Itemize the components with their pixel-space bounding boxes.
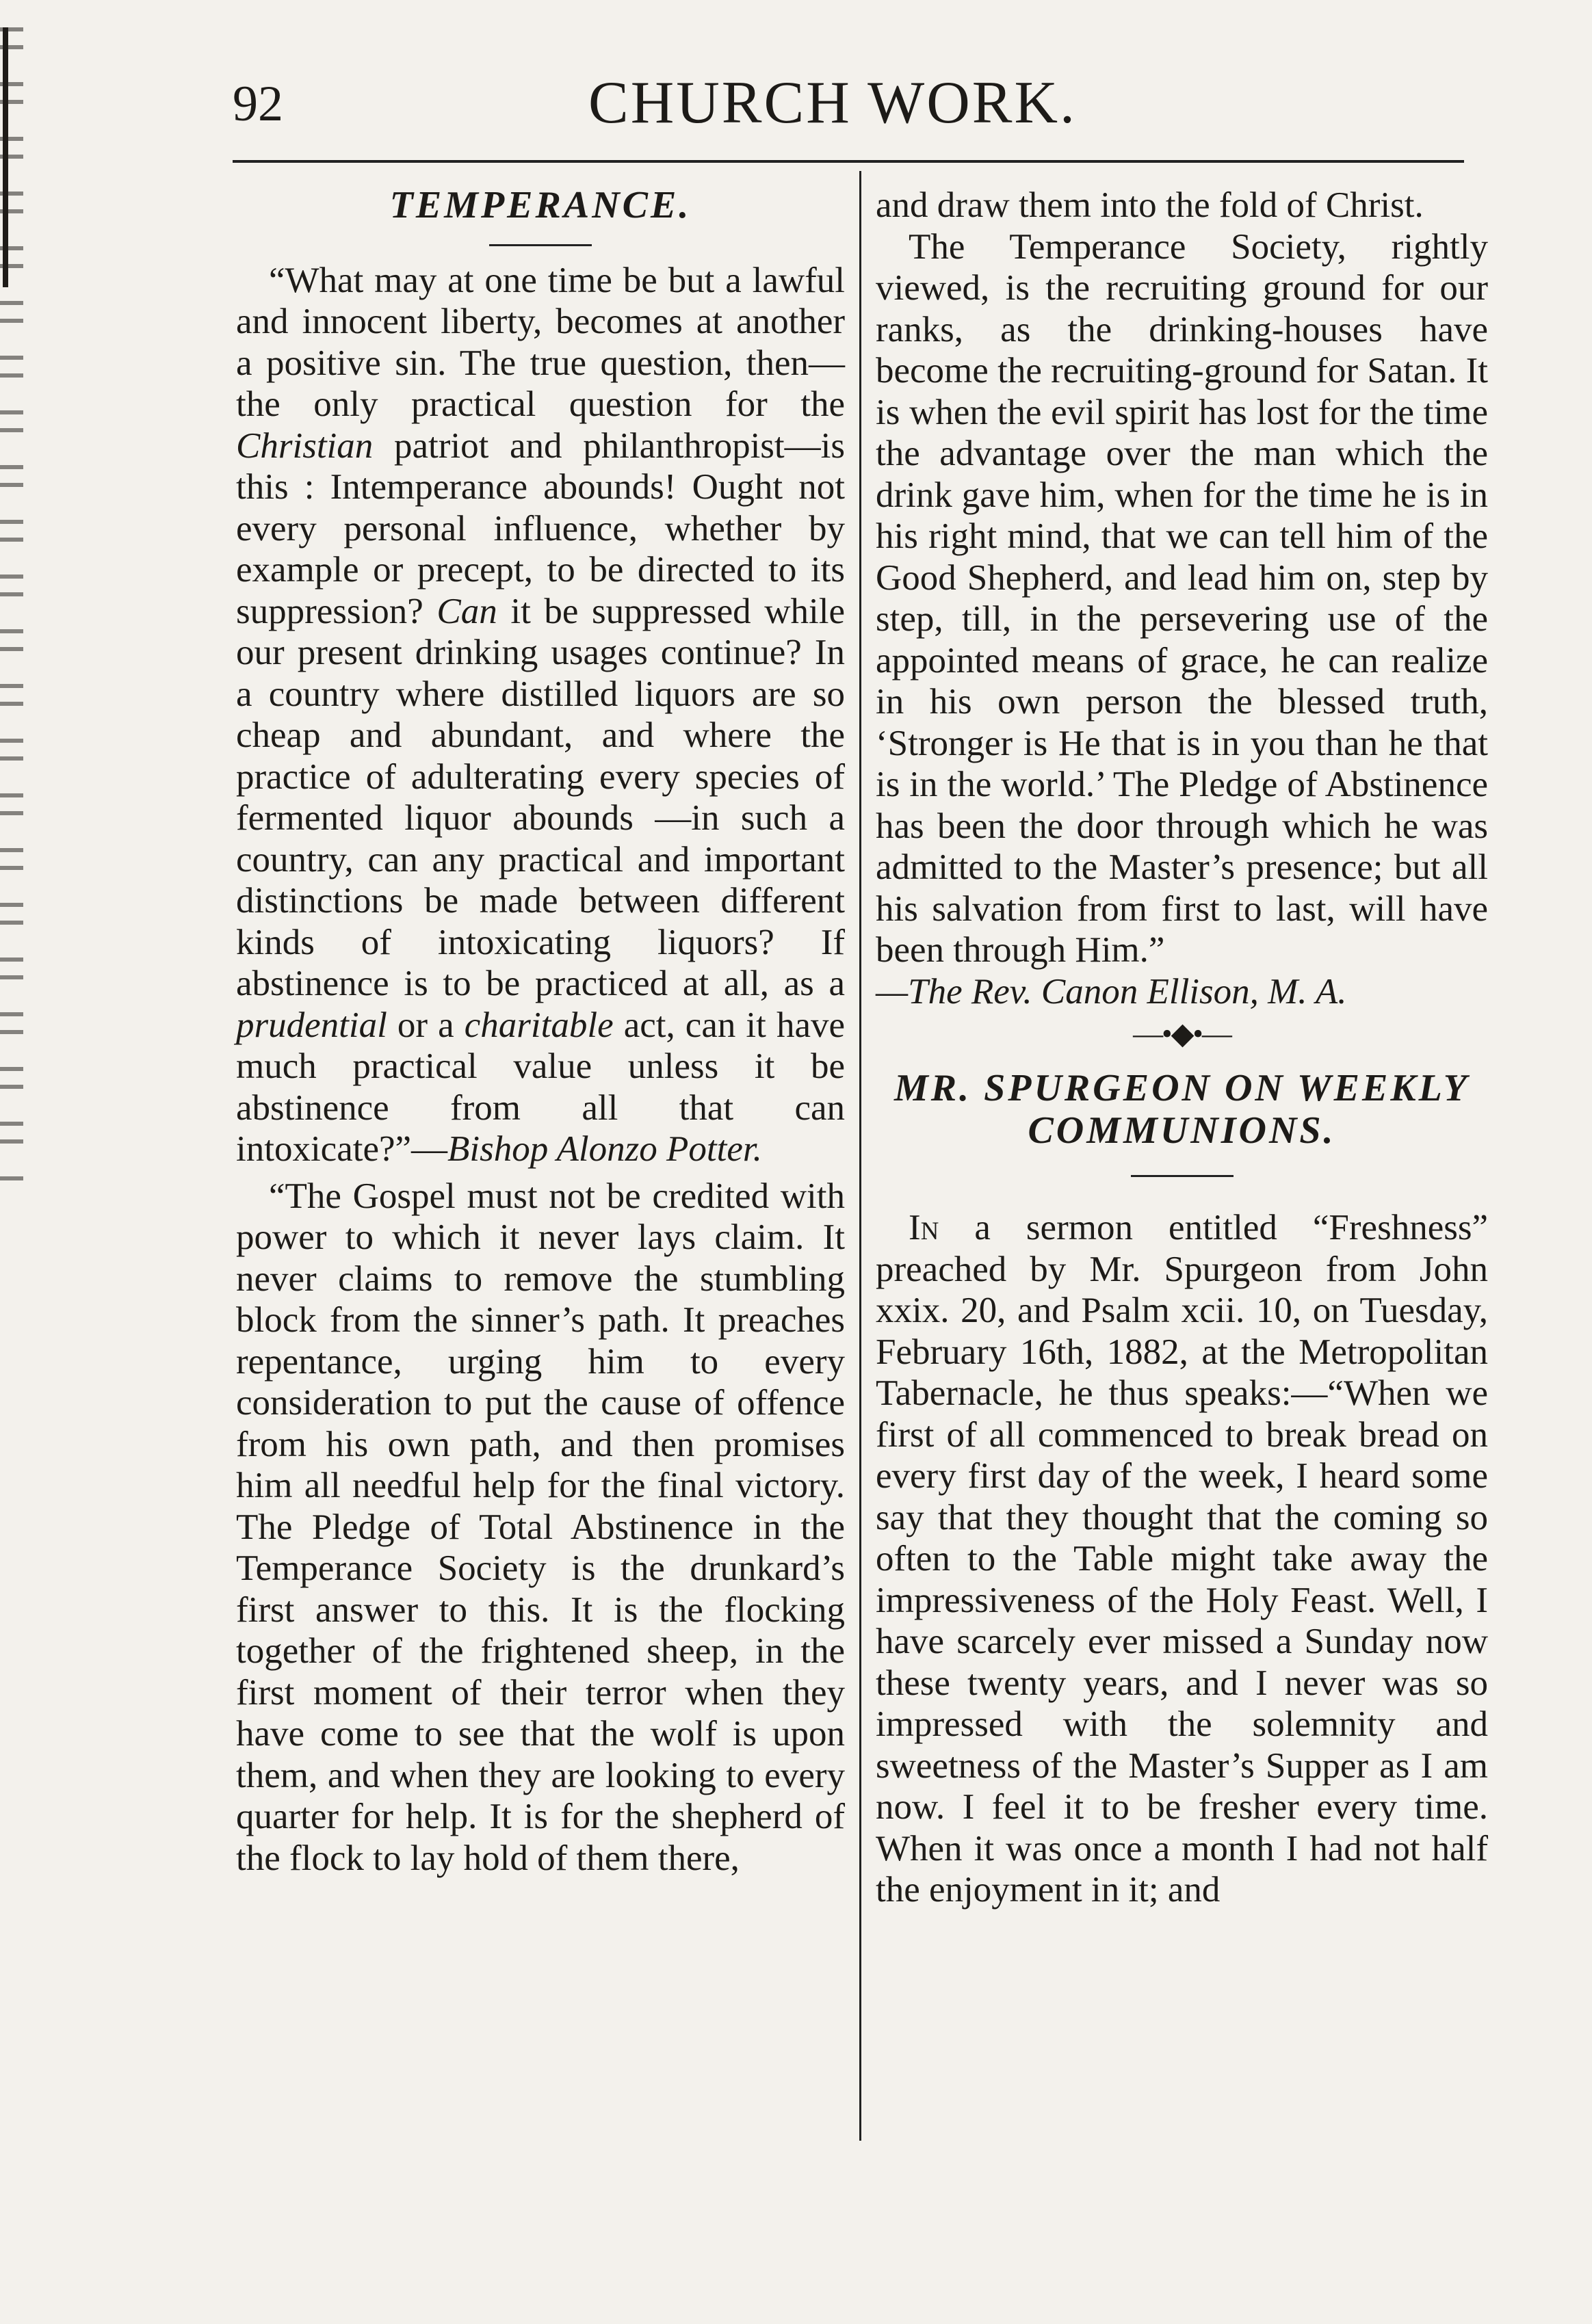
quote-paragraph-gospel: “The Gospel must not be credited with power to which it never lays claim. It never claims to remove the stumbling block from the sinner’s path. It preaches repentance, urging him to every consideration to put the cause of offence from his own path, and then promises him all needful help for the final victory. The Pledge of Total Abstinence in the Temperance Society is the drunkard’s first answer to this. It is the flocking together of the frightened sheep, in the first moment of their terror when they have come to see that the wolf is upon them, and when they are looking to every quarter for help. It is for the shepherd of the flock to lay hold of them there, [236, 1176, 845, 1878]
column-divider [859, 171, 861, 2141]
attribution-potter: Bishop Alonzo Potter. [447, 1129, 762, 1169]
heading-rule-2 [1131, 1175, 1234, 1177]
right-column [876, 185, 1488, 2154]
running-title: CHURCH WORK. [588, 70, 1078, 136]
heading-rule [489, 244, 592, 246]
quote-paragraph-temperance-society: The Temperance Society, rightly viewed, is the recruiting ground for our ranks, as the drinking-houses have become the recruiting-ground for Satan. It is when the evil spirit has lost for the time the advantage over the man which the drink gave him, when for the time he is in his right mind, that we can tell him of the Good Shepherd, and lead him on, step by step, till, in the persevering use of the appointed means of grace, he can realize in his own person the blessed truth, ‘Stronger is He that is in you than he that is in the world.’ The Pledge of Abstinence has been the door through which he was admitted to the Master’s presence; but all his salvation from first to last, will have been through Him.” [876, 226, 1488, 970]
scan-edge-mark [3, 27, 8, 287]
section-heading-spurgeon: MR. SPURGEON ON WEEKLY COMMUNIONS. [893, 1067, 1470, 1152]
left-column [236, 185, 845, 2154]
continued-paragraph: and draw them into the fold of Christ. [876, 185, 1424, 225]
header-rule [233, 160, 1464, 163]
attribution-ellison: —The Rev. Canon Ellison, M. A. [876, 971, 1347, 1012]
section-heading-temperance: TEMPERANCE. [389, 184, 692, 226]
quote-paragraph-potter: “What may at one time be but a lawful and innocent liberty, becomes at another a positive sin. The true question, then—the only practical question for the Christian patriot and philanthropist—is this : Intemperance abounds! Ought not every personal influence, whether by example or precept, to be directed to its suppression? Can it be suppressed while our present drinking usages continue? In a country where distilled liquors are so cheap and abundant, and where the practice of adulterating every species of fermented liquor abounds —in such a country, can any practical and important distinctions be made between different kinds of intoxicating liquors? If abstinence is to be practiced at all, as a prudential or a charitable act, can it have much practical value unless it be abstinence from all that can intoxicate?”—Bishop Alonzo Potter. [236, 260, 845, 1169]
page-number: 92 [233, 76, 283, 132]
article-paragraph-spurgeon: In a sermon entitled “Freshness” preached by Mr. Spurgeon from John xxix. 20, and Psalm xcii. 10, on Tuesday, February 16th, 1882, at the Metropolitan Tabernacle, he thus speaks:—“When we first of all commenced to break bread on every first day of the week, I heard some say that they thought that the coming so often to the Table might take away the impressiveness of the Holy Feast. Well, I have scarcely ever missed a Sunday now these twenty years, and I never was so impressed with the solemnity and sweetness of the Master’s Supper as I am now. I feel it to be fresher every time. When it was once a month I had not half the enjoyment in it; and [876, 1208, 1488, 1910]
page-header [205, 62, 1491, 144]
section-ornament: —•◆•— [1133, 1017, 1231, 1051]
